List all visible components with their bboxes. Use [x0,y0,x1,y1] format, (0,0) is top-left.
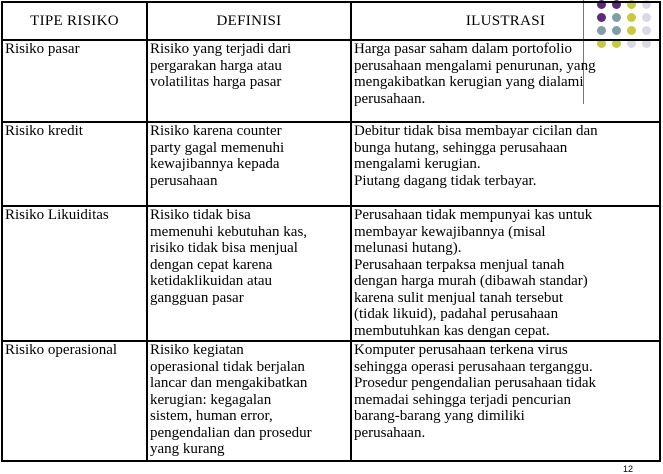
cell-text-line: operasional tidak berjalan [150,358,305,375]
cell-text-line: Debitur tidak bisa membayar cicilan dan [354,123,598,139]
cell-text-line: dengan harga murah (dibawah standar) [354,273,588,289]
cell-text-line: Risiko kredit [5,123,83,139]
table-row [2,122,660,206]
cell-text-line: Risiko pasar [5,41,80,57]
page-number: 12 [622,464,633,474]
table-row [2,40,660,122]
definition-cell [147,40,351,122]
cell-text-line: mengakibatkan kerugian yang dialami [354,74,584,90]
table-header-row [2,2,660,40]
cell-text-line: membutuhkan kas dengan cepat. [354,322,550,339]
cell-text-line: perusahaan [150,172,218,189]
cell-text-line: barang-barang yang dimiliki [354,408,525,424]
header-definisi: DEFINISI [147,2,351,40]
cell-text-line: pergarakan harga atau [150,57,282,74]
risk-type-cell [2,206,147,341]
table-row [2,341,660,461]
cell-text-line: gangguan pasar [150,289,244,306]
cell-text-line: perusahaan. [354,90,426,107]
risk-type-cell [2,341,147,461]
cell-text-line: Risiko kegiatan [150,342,244,358]
cell-text-line: sehingga operasi perusahaan terganggu. [354,358,593,375]
cell-text-line: pengendalian dan prosedur [150,424,312,441]
cell-text-line: Piutang dagang tidak terbayar. [354,172,537,189]
cell-text-line: Risiko Likuiditas [5,207,109,223]
definition-cell [147,341,351,461]
illustration-cell [351,341,660,461]
illustration-cell [351,40,660,122]
cell-text-line: kewajibannya kepada [150,156,280,172]
cell-text-line: Perusahaan terpaksa menjual tanah [354,256,565,273]
cell-text-line: karena sulit menjual tanah tersebut [354,289,564,306]
cell-text-line: mengalami kerugian. [354,156,481,172]
cell-text-line: lancar dan mengakibatkan [150,375,308,391]
cell-text-line: party gagal memenuhi [150,139,285,156]
header-ilustrasi: ILUSTRASI [351,2,660,40]
cell-text-line: Risiko tidak bisa [150,207,251,223]
cell-text-line: memenuhi kebutuhan kas, [150,223,308,240]
risk-types-table [1,1,661,462]
cell-text-line: Risiko karena counter [150,123,282,139]
definition-cell [147,122,351,206]
cell-text-line: perusahaan mengalami penurunan, yang [354,57,596,74]
cell-text-line: dengan cepat karena [150,256,273,273]
cell-text-line: bunga hutang, sehingga perusahaan [354,139,568,156]
cell-text-line: Harga pasar saham dalam portofolio [354,41,572,57]
cell-text-line: membayar kewajibannya (misal [354,223,546,240]
risk-type-cell [2,40,147,122]
cell-text-line: Prosedur pengendalian perusahaan tidak [354,375,596,391]
definition-cell [147,206,351,341]
risk-type-cell [2,122,147,206]
cell-text-line: Risiko operasional [5,342,118,358]
cell-text-line: yang kurang [150,441,225,457]
cell-text-line: Risiko yang terjadi dari [150,41,292,57]
cell-text-line: Komputer perusahaan terkena virus [354,342,568,358]
cell-text-line: volatilitas harga pasar [150,74,282,90]
illustration-cell [351,206,660,341]
cell-text-line: perusahaan. [354,424,426,441]
cell-text-line: risiko tidak bisa menjual [150,240,298,256]
cell-text-line: kerugian: kegagalan [150,391,272,408]
header-tipe-risiko: TIPE RISIKO [2,2,147,40]
cell-text-line: Perusahaan tidak mempunyai kas untuk [354,207,593,223]
cell-text-line: (tidak likuid), padahal perusahaan [354,306,559,322]
cell-text-line: ketidaklikuidan atau [150,273,273,289]
cell-text-line: sistem, human error, [150,408,273,424]
cell-text-line: melunasi hutang). [354,240,462,256]
table-row [2,206,660,341]
cell-text-line: memadai sehingga terjadi pencurian [354,391,571,408]
illustration-cell [351,122,660,206]
